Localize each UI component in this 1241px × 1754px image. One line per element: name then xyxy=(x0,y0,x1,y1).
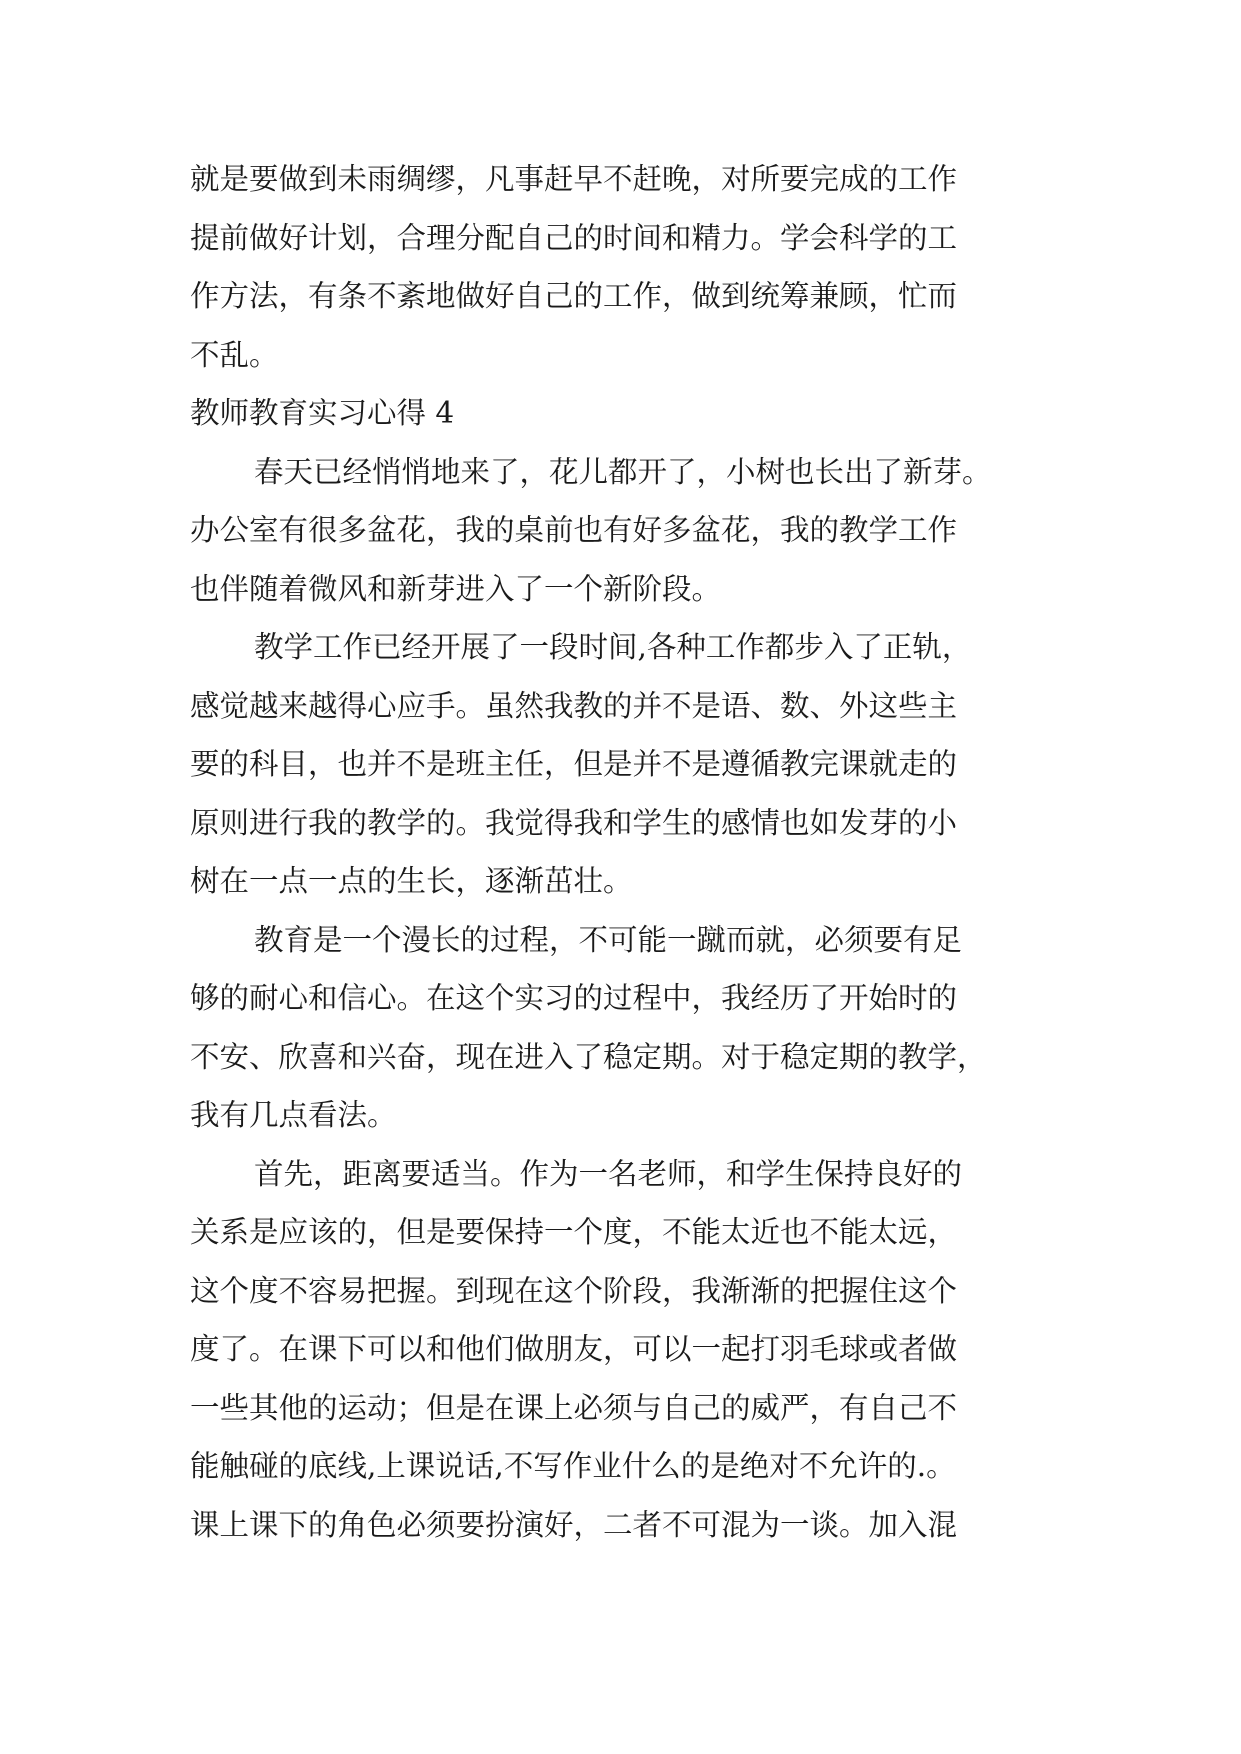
text-line: 这个度不容易把握。到现在这个阶段，我渐渐的把握住这个 xyxy=(190,1273,958,1308)
text-line: 感觉越来越得心应手。虽然我教的并不是语、数、外这些主 xyxy=(190,688,958,723)
text-line: 关系是应该的，但是要保持一个度，不能太近也不能太远， xyxy=(190,1215,958,1249)
text-line: 就是要做到未雨绸缪，凡事赶早不赶晚，对所要完成的工作 xyxy=(190,162,958,196)
text-line: 树在一点一点的生长，逐渐茁壮。 xyxy=(190,864,633,898)
text-line: 办公室有很多盆花，我的桌前也有好多盆花，我的教学工作 xyxy=(190,513,958,547)
text-line: 教育是一个漫长的过程，不可能一蹴而就，必须要有足 xyxy=(254,922,963,957)
text-line: 提前做好计划，合理分配自己的时间和精力。学会科学的工 xyxy=(190,220,958,255)
document-body xyxy=(190,150,1050,1554)
text-line: 春天已经悄悄地来了，花儿都开了，小树也长出了新芽。 xyxy=(254,454,992,489)
text-line: 我有几点看法。 xyxy=(190,1098,397,1132)
text-line: 不乱。 xyxy=(190,337,279,372)
text-line: 要的科目，也并不是班主任，但是并不是遵循教完课就走的 xyxy=(190,747,958,781)
text-line: 够的耐心和信心。在这个实习的过程中，我经历了开始时的 xyxy=(190,981,958,1015)
text-line: 教学工作已经开展了一段时间,各种工作都步入了正轨， xyxy=(254,630,972,664)
section-heading: 教师教育实习心得 4 xyxy=(190,396,455,430)
text-line: 课上课下的角色必须要扮演好，二者不可混为一谈。加入混 xyxy=(190,1507,958,1542)
text-line: 也伴随着微风和新芽进入了一个新阶段。 xyxy=(190,571,722,606)
text-line: 能触碰的底线,上课说话,不写作业什么的是绝对不允许的.。 xyxy=(190,1449,956,1483)
text-line: 原则进行我的教学的。我觉得我和学生的感情也如发芽的小 xyxy=(190,805,958,840)
text-line: 一些其他的运动；但是在课上必须与自己的威严，有自己不 xyxy=(190,1390,958,1425)
text-line: 作方法，有条不紊地做好自己的工作，做到统筹兼顾，忙而 xyxy=(190,279,958,313)
text-line: 度了。在课下可以和他们做朋友，可以一起打羽毛球或者做 xyxy=(190,1332,958,1366)
text-line: 不安、欣喜和兴奋，现在进入了稳定期。对于稳定期的教学， xyxy=(190,1039,987,1074)
text-line: 首先，距离要适当。作为一名老师，和学生保持良好的 xyxy=(254,1156,963,1191)
